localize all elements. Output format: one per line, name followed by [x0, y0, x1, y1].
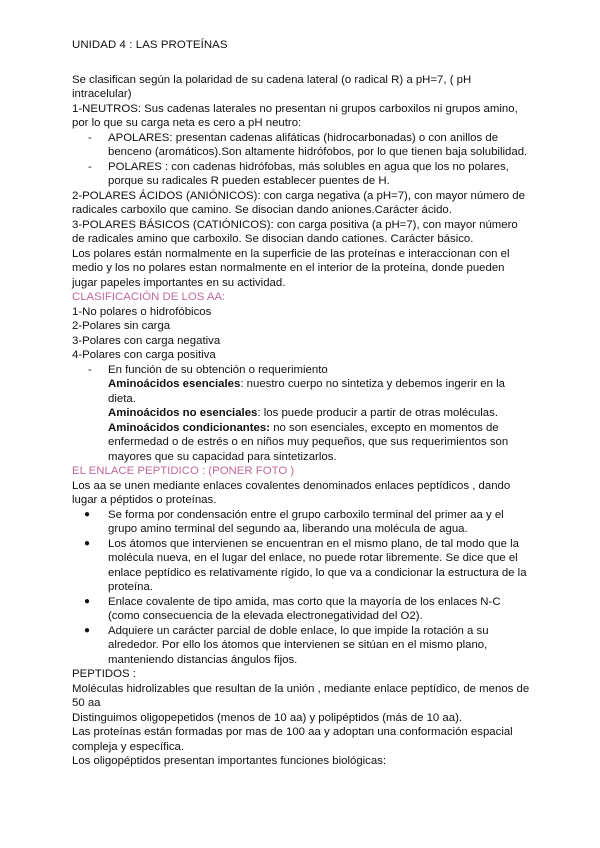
clasificacion-item: 4-Polares con carga positiva	[72, 349, 216, 361]
condicionantes-line	[108, 421, 532, 465]
condicionantes-text: no son esenciales, excepto en momentos de enfermedad o de estrés o en niños muy pequeños, que sus requerimientos son mayores que su capacidad para sintetizarlos.	[108, 421, 509, 463]
proteinas-definition: Las proteínas están formadas por mas de 100 aa y adoptan una conformación espacial compleja y específica.	[72, 726, 513, 753]
no-esenciales-line	[108, 406, 532, 421]
dash-marker: -	[88, 160, 92, 173]
intro-paragraph: Se clasifican según la polaridad de su cadena lateral (o radical R) a pH=7, ( pH intracelular)	[72, 73, 472, 100]
peptidos-definition: Moléculas hidrolizables que resultan de la unión , mediante enlace peptídico, de menos de 50 aa	[72, 682, 530, 709]
dash-marker: -	[88, 131, 92, 144]
obtencion-text: En función de su obtención o requerimiento	[108, 363, 328, 376]
neutros-paragraph: 1-NEUTROS: Sus cadenas laterales no presentan ni grupos carboxilos ni grupos amino, por lo que su carga neta es cero a pH neutro:	[72, 102, 518, 129]
polares-item	[88, 160, 532, 189]
enlace-bullet-text: Enlace covalente de tipo amida, mas corto que la mayoría de los enlaces N-C (como consecuencia de la elevada electronegatividad del O2).	[108, 595, 501, 622]
obtencion-item	[88, 363, 532, 378]
bullet-icon: ●	[84, 624, 91, 636]
peptidos-heading: PEPTIDOS :	[72, 668, 136, 680]
enlace-bullet-text: Se forma por condensación entre el grupo carboxilo terminal del primer aa y el grupo amino terminal del segundo aa, liberando una molécula de agua.	[108, 508, 504, 535]
clasificacion-item: 1-No polares o hidrofóbicos	[72, 305, 212, 318]
clasificacion-item: 3-Polares con carga negativa	[72, 334, 221, 347]
no-esenciales-label: Aminoácidos no esenciales	[108, 407, 258, 419]
condicionantes-label: Aminoácidos condicionantes:	[108, 421, 271, 434]
polares-text: POLARES : con cadenas hidrófobas, más solubles en agua que los no polares, porque su radicales R pueden establecer puentes de H.	[108, 160, 509, 187]
esenciales-text: : nuestro cuerpo no sintetiza y debemos ingerir en la dieta.	[108, 378, 505, 405]
enlace-bullet	[84, 595, 532, 624]
clasificacion-item: 2-Polares sin carga	[72, 320, 171, 332]
apolares-text: APOLARES: presentan cadenas alifáticas (hidrocarbonadas) o con anillos de benceno (aromáticos).Son altamente hidrófobos, por lo que tienen baja solubilidad.	[108, 131, 528, 158]
peptidos-tipos: Distinguimos oligopepetidos (menos de 10 aa) y polipéptidos (más de 10 aa).	[72, 711, 463, 724]
apolares-item	[88, 131, 532, 160]
bullet-icon: ●	[84, 595, 91, 607]
enlace-bullet-text: Los átomos que intervienen se encuentran en el mismo plano, de tal modo que la molécula nueva, en el lugar del enlace, no puede rotar libremente. Se dice que el enlace peptídico es relativamente rígido, lo que va a condicionar la estructura de la proteína.	[108, 537, 527, 593]
esenciales-label: Aminoácidos esenciales	[108, 378, 241, 390]
superficie-paragraph: Los polares están normalmente en la superficie de las proteínas e interaccionan con el medio y los no polares estan normalmente en el interior de la proteína, donde pueden jugar papeles importantes en su actividad.	[72, 247, 510, 289]
bullet-icon: ●	[84, 508, 91, 520]
dash-marker: -	[88, 363, 92, 376]
enlace-heading: EL ENLACE PEPTIDICO : (PONER FOTO )	[72, 465, 295, 477]
page-title: UNIDAD 4 : LAS PROTEÍNAS	[72, 39, 228, 51]
enlace-bullet	[84, 508, 532, 537]
basicos-paragraph: 3-POLARES BÁSICOS (CATIÓNICOS): con carga positiva (a pH=7), con mayor número de radicales amino que carboxilo. Se disocian dando cationes. Carácter básico.	[72, 218, 518, 245]
enlace-bullet	[84, 537, 532, 595]
enlace-bullet-text: Adquiere un carácter parcial de doble enlace, lo que impide la rotación a su alrededor. Por ello los átomos que intervienen se sitúan en el mismo plano, manteniendo distancias ángulos fijos.	[108, 624, 489, 666]
document-page	[72, 38, 532, 769]
acidos-paragraph: 2-POLARES ÁCIDOS (ANIÓNICOS): con carga negativa (a pH=7), con mayor número de radicales carboxilo que camino. Se disocian dando aniones.Carácter ácido.	[72, 189, 525, 216]
clasificacion-heading: CLASIFICACIÓN DE LOS AA:	[72, 291, 226, 303]
enlace-bullet	[84, 624, 532, 668]
esenciales-line	[108, 377, 532, 406]
bullet-icon: ●	[84, 537, 91, 549]
enlace-intro: Los aa se unen mediante enlaces covalentes denominados enlaces peptídicos , dando lugar a péptidos o proteínas.	[72, 479, 511, 506]
oligopeptidos-funciones: Los oligopéptidos presentan importantes funciones biológicas:	[72, 755, 387, 767]
no-esenciales-text: : los puede producir a partir de otras moléculas.	[257, 407, 499, 419]
